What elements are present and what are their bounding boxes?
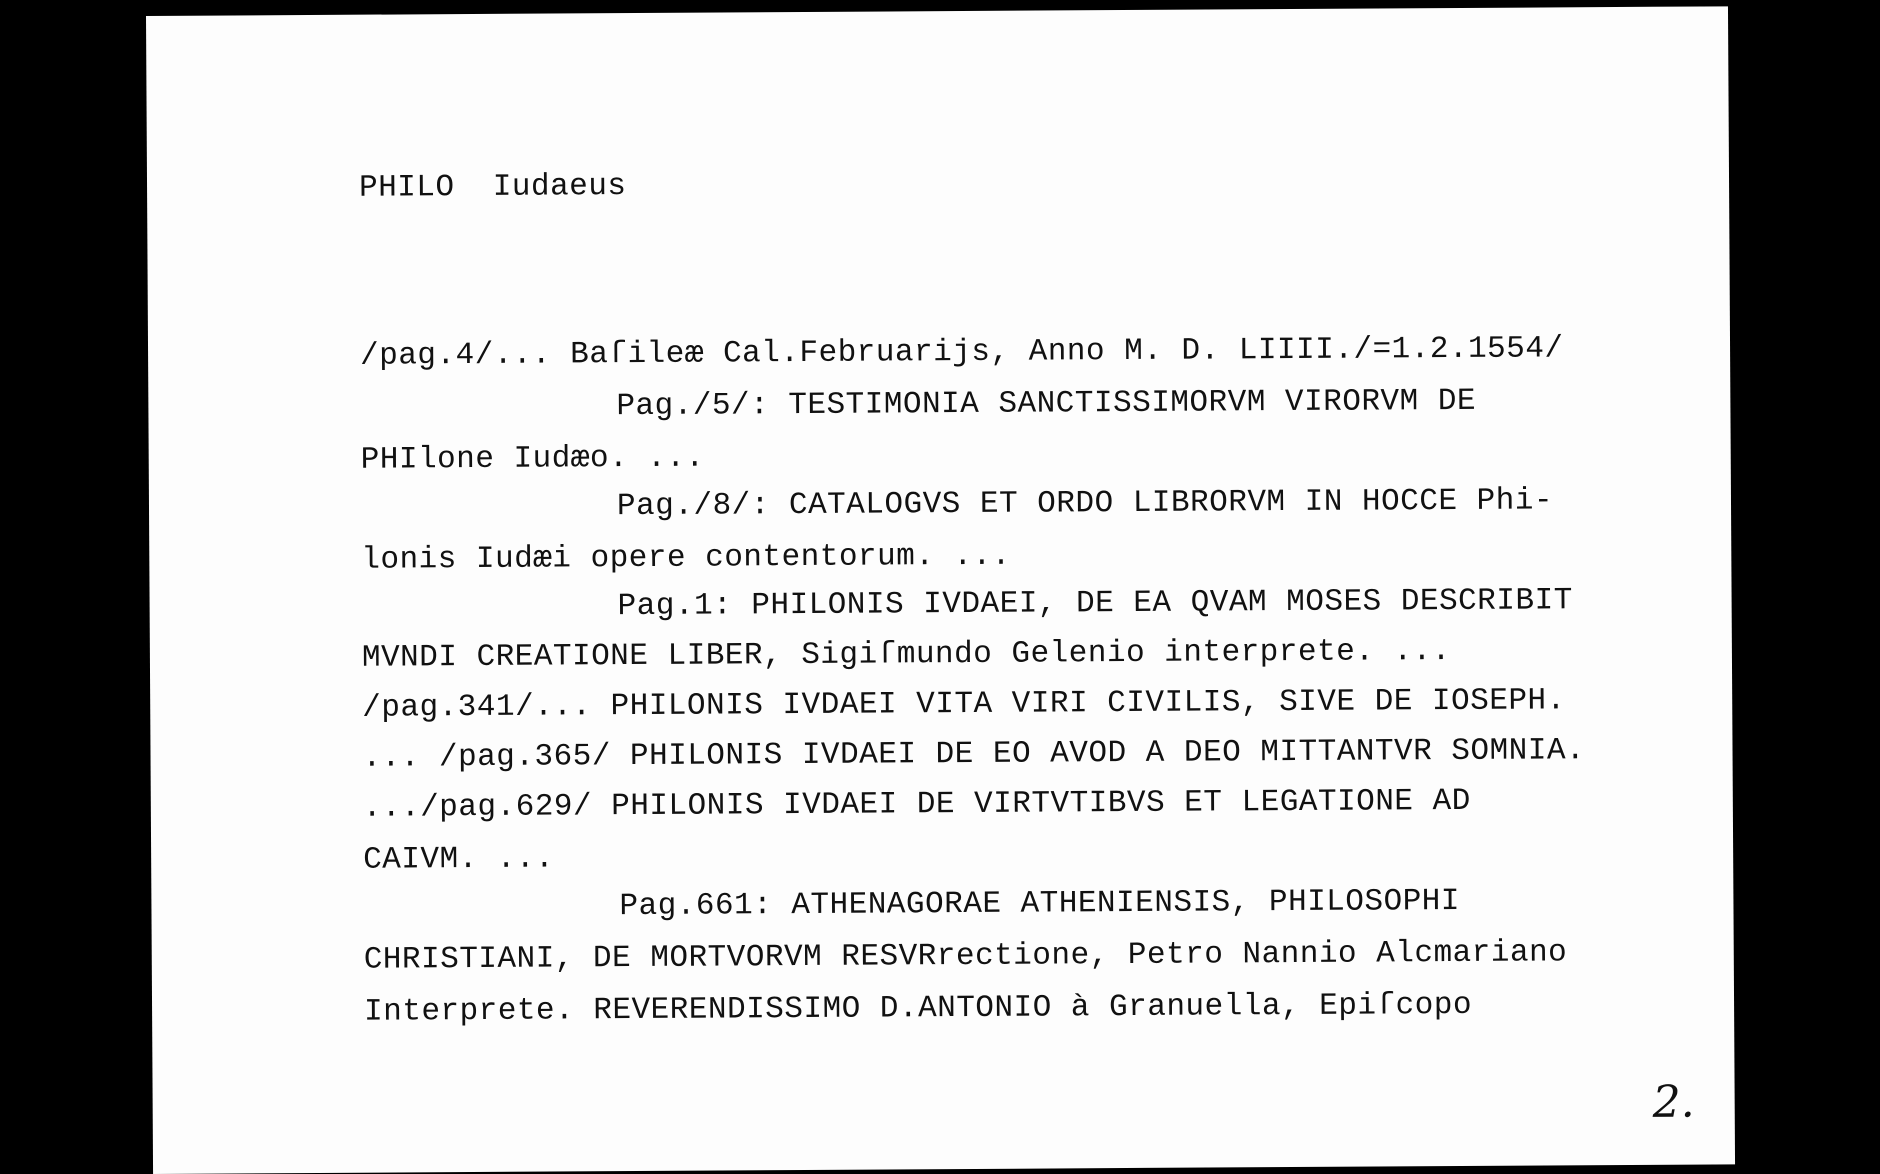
page-number: 2.: [1652, 1076, 1695, 1128]
card-line-5: lonis Iudæi opere contentorum. ...: [361, 538, 1011, 578]
card-line-14: Interprete. REVERENDISSIMO D.ANTONIO à Granuella, Epiſcopo: [363, 987, 1473, 1030]
card-line-12: Pag.661: ATHENAGORAE ATHENIENSIS, PHILOSOPHI: [619, 883, 1461, 925]
card-line-7: MVNDI CREATIONE LIBER, Sigiſmundo Gelenio interprete. ...: [361, 634, 1451, 676]
card-line-13: CHRISTIANI, DE MORTVORVM RESVRrectione, Petro Nannio Alcmariano: [363, 935, 1568, 978]
card-line-2: Pag./5/: TESTIMONIA SANCTISSIMORVM VIRORVM DE: [616, 383, 1477, 425]
card-line-6: Pag.1: PHILONIS IVDAEI, DE EA QVAM MOSES DESCRIBIT: [617, 583, 1573, 625]
catalog-card: [146, 6, 1735, 1174]
card-line-11: CAIVM. ...: [363, 841, 555, 878]
card-line-4: Pag./8/: CATALOGVS ET ORDO LIBRORVM IN HOCCE Phi-: [616, 483, 1554, 525]
card-heading: PHILO Iudaeus: [358, 169, 627, 206]
card-line-8: /pag.341/... PHILONIS IVDAEI VITA VIRI CIVILIS, SIVE DE IOSEPH.: [362, 683, 1566, 726]
card-line-3: PHIlone Iudæo. ...: [360, 440, 705, 478]
card-line-1: /pag.4/... Baſileæ Cal.Februarijs, Anno M. D. LIIII./=1.2.1554/: [359, 331, 1564, 374]
card-line-10: .../pag.629/ PHILONIS IVDAEI DE VIRTVTIBVS ET LEGATIONE AD: [362, 783, 1471, 826]
card-line-9: ... /pag.365/ PHILONIS IVDAEI DE EO AVOD A DEO MITTANTVR SOMNIA.: [362, 733, 1586, 776]
